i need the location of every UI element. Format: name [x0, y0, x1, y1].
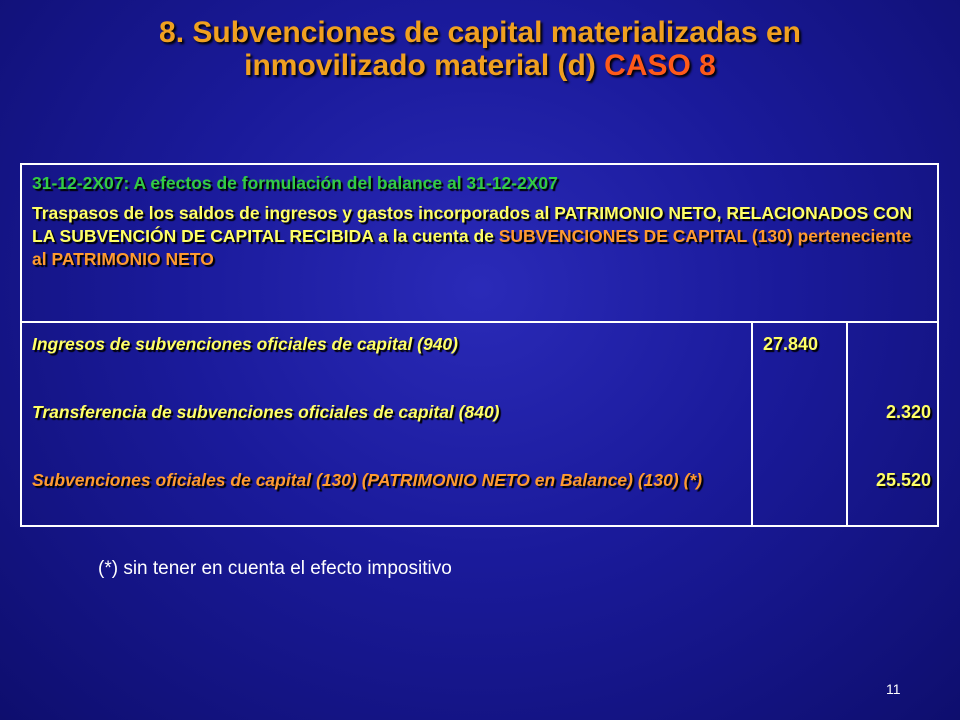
title-accent: CASO 8	[604, 49, 716, 82]
credit-row-2: 2.320	[885, 402, 931, 422]
credit-column	[848, 323, 937, 525]
page-number: 11	[886, 681, 901, 697]
debit-row-1: 27.840	[763, 334, 819, 354]
title-main: inmovilizado material (d)	[244, 49, 605, 82]
entry-description	[32, 202, 927, 271]
account-column	[22, 323, 753, 525]
account-row-2: Transferencia de subvenciones oficiales de capital (840)	[32, 402, 500, 422]
journal-entry-table	[20, 163, 939, 527]
description-account: SUBVENCIONES DE CAPITAL (130) perteneciente al PATRIMONIO NETO	[32, 226, 912, 269]
title-line-1: 8. Subvenciones de capital materializadas en	[159, 16, 801, 49]
footnote: (*) sin tener en cuenta el efecto impositivo	[98, 558, 452, 579]
slide-title	[40, 16, 920, 82]
credit-row-3: 25.520	[875, 470, 931, 490]
account-row-3: Subvenciones oficiales de capital (130) (PATRIMONIO NETO en Balance) (130) (*)	[32, 470, 703, 490]
entry-header	[22, 165, 937, 323]
account-row-1: Ingresos de subvenciones oficiales de capital (940)	[32, 334, 458, 354]
entry-date: 31-12-2X07: A efectos de formulación del balance al 31-12-2X07	[32, 173, 558, 193]
debit-column	[753, 323, 848, 525]
title-line-2	[40, 49, 920, 82]
description-main: Traspasos de los saldos de ingresos y gastos incorporados al PATRIMONIO NETO, RELACIONADOS CON LA SUBVENCIÓN DE CAPITAL RECIBIDA a la cuenta de	[32, 203, 913, 246]
